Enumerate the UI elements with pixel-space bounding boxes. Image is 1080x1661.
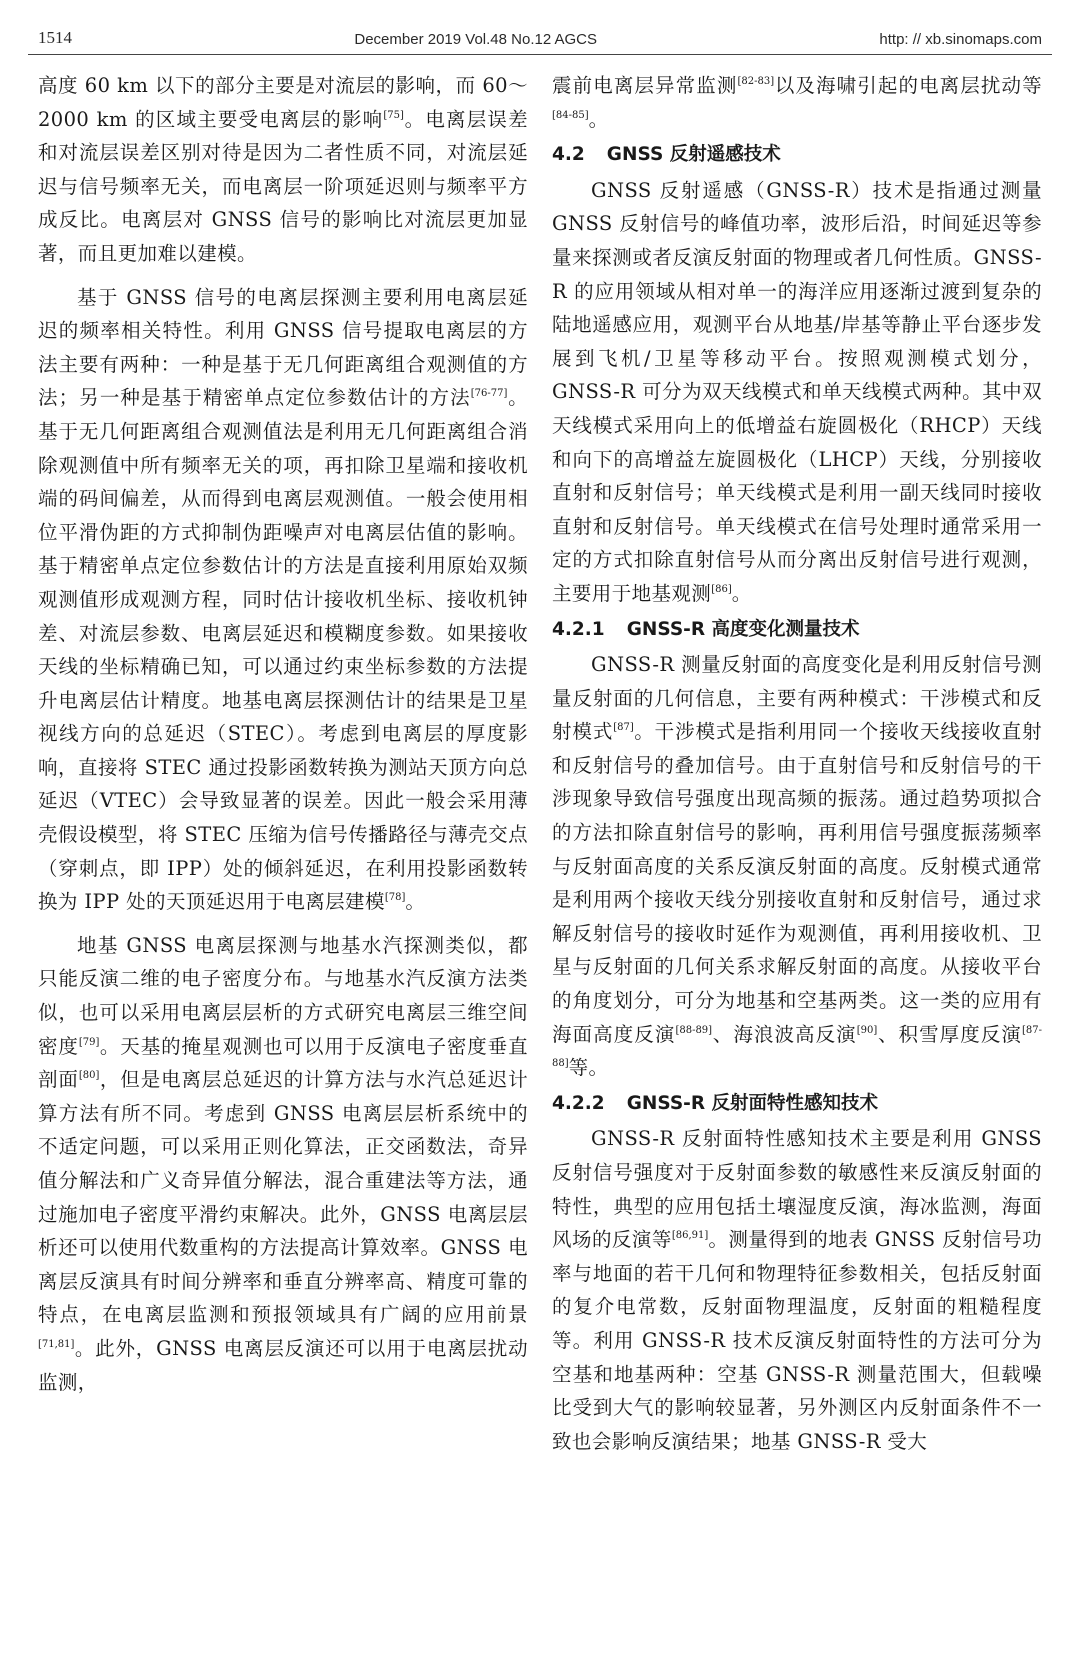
paragraph: 震前电离层异常监测[82-83]以及海啸引起的电离层扰动等[84-85]。 [552,74,1042,131]
paragraph: GNSS-R 测量反射面的高度变化是利用反射信号测量反射面的几何信息，主要有两种模式：干涉模式和反射模式[87]。干涉模式是指利用同一个接收天线接收直射和反射信号的叠加信号。由于直射信号和反射信号的干涉现象导致信号强度出现高频的振荡。通过趋势项拟合的方法扣除直射信号的影响，再利用信号强度振荡频率与反射面高度的关系反演反射面的高度。反射模式通常是利用两个接收天线分别接收直射和反射信号，通过求解反射信号的接收时延作为观测值，再利用接收机、卫星与反射面的几何关系求解反射面的高度。从接收平台的角度划分，可分为地基和空基两类。这一类的应用有海面高度反演[88-89]、海浪波高反演[90]、积雪厚度反演[87-88]等。 [552,653,1042,1080]
citation: [86,91] [671,1230,709,1242]
citation: [80] [78,1070,100,1082]
citation: [87-88] [552,1024,1042,1070]
citation: [78] [384,892,406,904]
journal-info: December 2019 Vol.48 No.12 AGCS [354,31,598,48]
right-column [552,69,1042,1458]
paragraph: 地基 GNSS 电离层探测与地基水汽探测类似，都只能反演二维的电子密度分布。与地基水汽反演方法类似，也可以采用电离层层析的方式研究电离层三维空间密度[79]。天基的掩星观测也可以用于反演电子密度垂直剖面[80]，但是电离层总延迟的计算方法与水汽总延迟计算方法有所不同。考虑到 GNSS 电离层层析系统中的不适定问题，可以采用正则化算法，正交函数法，奇异值分解法和广义奇异值分解法，混合重建法等方法，通过施加电子密度平滑约束解决。此外，GNSS 电离层层析还可以使用代数重构的方法提高计算效率。GNSS 电离层反演具有时间分辨率和垂直分辨率高、精度可靠的特点，在电离层监测和预报领域具有广阔的应用前景[71,81]。此外，GNSS 电离层反演还可以用于电离层扰动监测， [38,933,528,1394]
left-column [38,69,528,1458]
citation: [75] [383,109,404,121]
paragraph: 基于 GNSS 信号的电离层探测主要利用电离层延迟的频率相关特性。利用 GNSS 信号提取电离层的方法主要有两种：一种是基于无几何距离组合观测值的方法；另一种是基于精密单点定位参数估计的方法[76-77]。基于无几何距离组合观测值法是利用无几何距离组合消除观测值中所有频率无关的项，再扣除卫星端和接收机端的码间偏差，从而得到电离层观测值。一般会使用相位平滑伪距的方式抑制伪距噪声对电离层估值的影响。基于精密单点定位参数估计的方法是直接利用原始双频观测值形成观测方程，同时估计接收机坐标、接收机钟差、对流层参数、电离层延迟和模糊度参数。如果接收天线的坐标精确已知，可以通过约束坐标参数的方法提升电离层估计精度。地基电离层探测估计的结果是卫星视线方向的总延迟（STEC）。考虑到电离层的厚度影响，直接将 STEC 通过投影函数转换为测站天顶方向总延迟（VTEC）会导致显著的误差。因此一般会采用薄壳假设模型，将 STEC 压缩为信号传播路径与薄壳交点（穿刺点，即 IPP）处的倾斜延迟，在利用投影函数转换为 IPP 处的天顶延迟用于电离层建模[78]。 [38,285,528,914]
two-column-body [28,69,1052,1458]
section-heading-4-2: 4.2 GNSS 反射遥感技术 [552,144,781,166]
citation: [90] [856,1024,878,1036]
citation: [86] [711,583,732,595]
running-header [28,28,1052,55]
citation: [82-83] [737,76,775,87]
section-heading-4-2-1: 4.2.1 GNSS-R 高度变化测量技术 [552,618,860,640]
paragraph: GNSS-R 反射面特性感知技术主要是利用 GNSS 反射信号强度对于反射面参数的敏感性来反演反射面的特性，典型的应用包括土壤湿度反演，海冰监测，海面风场的反演等[86,91]。测量得到的地表 GNSS 反射信号功率与地面的若干几何和物理特征参数相关，包括反射面的复介电常数，反射面物理温度，反射面的粗糙程度等。利用 GNSS-R 技术反演反射面特性的方法可分为空基和地基两种：空基 GNSS-R 测量范围大，但载噪比受到大气的影响较显著，另外测区内反射面条件不一致也会影响反演结果；地基 GNSS-R 受大 [552,1127,1042,1453]
journal-url: http: // xb.sinomaps.com [879,31,1042,48]
paragraph: GNSS 反射遥感（GNSS-R）技术是指通过测量 GNSS 反射信号的峰值功率，波形后沿，时间延迟等参量来探测或者反演反射面的物理或者几何性质。GNSS-R 的应用领域从相对单一的海洋应用逐渐过渡到复杂的陆地遥感应用，观测平台从地基/岸基等静止平台逐步发展到飞机/卫星等移动平台。按照观测模式划分，GNSS-R 可分为双天线模式和单天线模式两种。其中双天线模式采用向上的低增益右旋圆极化（RHCP）天线和向下的高增益左旋圆极化（LHCP）天线，分别接收直射和反射信号；单天线模式是利用一副天线同时接收直射和反射信号。单天线模式在信号处理时通常采用一定的方式扣除直射信号从而分离出反射信号进行观测，主要用于地基观测[86]。 [552,178,1042,605]
citation: [71,81] [38,1338,75,1350]
citation: [87] [613,722,634,734]
section-heading-4-2-2: 4.2.2 GNSS-R 反射面特性感知技术 [552,1092,879,1114]
paragraph: 高度 60 km 以下的部分主要是对流层的影响，而 60～2000 km 的区域主要受电离层的影响[75]。电离层误差和对流层误差区别对待是因为二者性质不同，对流层延迟与信号频率无关，而电离层一阶项延迟则与频率平方成反比。电离层对 GNSS 信号的影响比对流层更加显著，而且更加难以建模。 [38,74,528,265]
citation: [79] [78,1036,100,1048]
citation: [76-77] [470,388,508,400]
citation: [84-85] [552,109,589,121]
page-number: 1514 [38,28,72,47]
citation: [88-89] [675,1024,713,1036]
